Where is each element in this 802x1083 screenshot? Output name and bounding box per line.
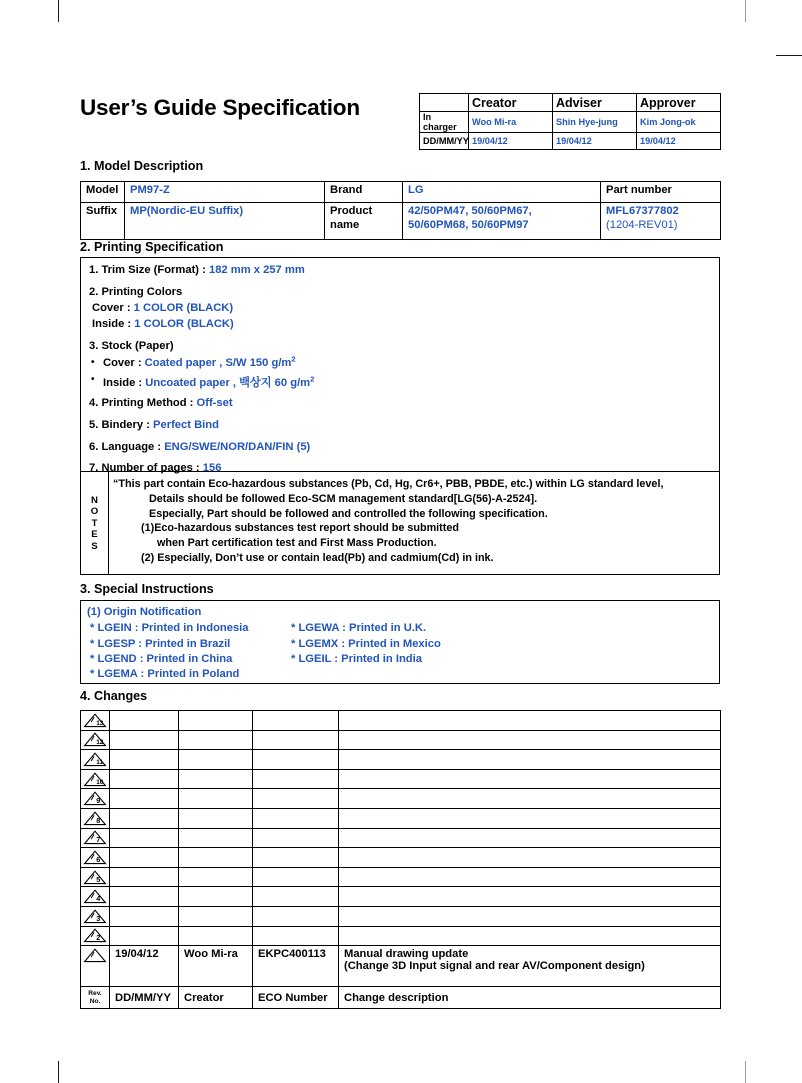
changes-header-description: Change description bbox=[339, 987, 721, 1009]
table-row bbox=[81, 906, 721, 926]
revision-marker-cell bbox=[81, 730, 110, 750]
revision-marker-cell bbox=[81, 750, 110, 770]
approval-adviser-date: 19/04/12 bbox=[553, 133, 637, 150]
warning-triangle-icon bbox=[83, 772, 107, 787]
page-title: User’s Guide Specification bbox=[80, 95, 360, 120]
crop-mark-bottom-right bbox=[745, 1061, 746, 1083]
approval-adviser-name: Shin Hye-jung bbox=[553, 112, 637, 133]
change-eco-number bbox=[253, 711, 339, 731]
section-heading-printing-specification: 2. Printing Specification bbox=[80, 240, 224, 254]
model-row-2 bbox=[81, 203, 721, 240]
notes-letter: E bbox=[91, 529, 98, 541]
notes-line: when Part certification test and First Mass Production. bbox=[157, 537, 437, 550]
approval-approver-date: 19/04/12 bbox=[637, 133, 721, 150]
notes-letter: N bbox=[91, 494, 98, 506]
change-eco-number bbox=[253, 808, 339, 828]
svg-text:6: 6 bbox=[96, 855, 101, 865]
svg-text:10: 10 bbox=[96, 778, 104, 786]
change-eco-number bbox=[253, 848, 339, 868]
crop-mark-right-upper bbox=[776, 55, 802, 56]
svg-text:9: 9 bbox=[96, 796, 101, 806]
change-eco-number: EKPC400113 bbox=[253, 946, 339, 987]
notes-line: Especially, Part should be followed and controlled the following specification. bbox=[149, 507, 548, 520]
change-creator bbox=[179, 730, 253, 750]
print-colors-inside bbox=[92, 318, 234, 330]
warning-triangle-icon bbox=[83, 811, 107, 826]
change-eco-number bbox=[253, 887, 339, 907]
revision-marker-cell bbox=[81, 848, 110, 868]
origin-item-lgend: * LGEND : Printed in China bbox=[90, 653, 233, 665]
change-creator bbox=[179, 808, 253, 828]
change-description bbox=[339, 867, 721, 887]
model-label: Model bbox=[81, 182, 125, 203]
warning-triangle-icon bbox=[83, 850, 107, 865]
stock-inside-superscript: 2 bbox=[310, 374, 315, 384]
change-date bbox=[110, 769, 179, 789]
part-number-label: Part number bbox=[601, 182, 721, 203]
print-item-bindery bbox=[89, 419, 219, 431]
change-description bbox=[339, 848, 721, 868]
revision-number-header bbox=[81, 987, 110, 1009]
rev-label-line1: Rev. bbox=[88, 990, 102, 998]
changes-header-eco: ECO Number bbox=[253, 987, 339, 1009]
change-creator bbox=[179, 769, 253, 789]
svg-text:5: 5 bbox=[96, 874, 101, 884]
table-row bbox=[81, 808, 721, 828]
change-creator bbox=[179, 711, 253, 731]
svg-text:7: 7 bbox=[96, 835, 101, 845]
change-creator bbox=[179, 906, 253, 926]
colors-inside-label: Inside : bbox=[92, 318, 135, 330]
stock-cover-item bbox=[103, 354, 296, 369]
change-description bbox=[339, 730, 721, 750]
printing-specification-box bbox=[80, 257, 720, 575]
change-creator: Woo Mi-ra bbox=[179, 946, 253, 987]
approval-header-creator: Creator bbox=[469, 94, 553, 112]
print-colors-cover bbox=[92, 302, 233, 314]
revision-marker-cell bbox=[81, 711, 110, 731]
approval-header-adviser: Adviser bbox=[553, 94, 637, 112]
product-name-line1: 42/50PM47, 50/60PM67, bbox=[408, 205, 532, 217]
warning-triangle-icon bbox=[83, 948, 107, 963]
suffix-label: Suffix bbox=[81, 203, 125, 240]
change-creator bbox=[179, 789, 253, 809]
change-creator bbox=[179, 926, 253, 946]
table-row bbox=[81, 926, 721, 946]
warning-triangle-icon bbox=[83, 732, 107, 747]
svg-text:13: 13 bbox=[96, 719, 104, 727]
rev-label-line2: No. bbox=[89, 997, 101, 1005]
notes-line: “This part contain Eco-hazardous substances (Pb, Cd, Hg, Cr6+, PBB, PBDE, etc.) within LG standard level, bbox=[113, 478, 664, 490]
warning-triangle-icon bbox=[83, 791, 107, 806]
revision-marker-cell bbox=[81, 926, 110, 946]
approval-row-date bbox=[420, 133, 721, 150]
approval-row-label: DD/MM/YY bbox=[420, 133, 469, 150]
approval-header-approver: Approver bbox=[637, 94, 721, 112]
model-description-table bbox=[80, 181, 721, 240]
table-row bbox=[81, 730, 721, 750]
change-creator bbox=[179, 867, 253, 887]
changes-header-creator: Creator bbox=[179, 987, 253, 1009]
model-value: PM97-Z bbox=[125, 182, 325, 203]
change-date bbox=[110, 867, 179, 887]
approval-approver-name: Kim Jong-ok bbox=[637, 112, 721, 133]
warning-triangle-icon bbox=[83, 830, 107, 845]
notes-vertical-label bbox=[81, 472, 109, 575]
svg-text:11: 11 bbox=[96, 759, 103, 767]
change-eco-number bbox=[253, 906, 339, 926]
change-creator bbox=[179, 750, 253, 770]
approval-creator-name: Woo Mi-ra bbox=[469, 112, 553, 133]
change-description bbox=[339, 828, 721, 848]
approval-row-in-charger bbox=[420, 112, 721, 133]
warning-triangle-icon bbox=[83, 889, 107, 904]
changes-footer-row bbox=[81, 987, 721, 1009]
print-item-stock-label: 3. Stock (Paper) bbox=[89, 340, 174, 352]
revision-marker-cell bbox=[81, 828, 110, 848]
notes-line: (1)Eco-hazardous substances test report should be submitted bbox=[141, 522, 459, 535]
notes-body bbox=[113, 477, 713, 566]
part-number-line2: (1204-REV01) bbox=[606, 219, 678, 231]
model-row-1 bbox=[81, 182, 721, 203]
crop-mark-top-left bbox=[58, 0, 59, 22]
svg-text:8: 8 bbox=[96, 815, 101, 825]
warning-triangle-icon bbox=[83, 928, 107, 943]
notes-letter: T bbox=[91, 517, 98, 529]
origin-item-lgemx: * LGEMX : Printed in Mexico bbox=[291, 638, 441, 650]
print-item-colors-label: 2. Printing Colors bbox=[89, 286, 183, 298]
change-eco-number bbox=[253, 750, 339, 770]
notes-line: (2) Especially, Don’t use or contain lead(Pb) and cadmium(Cd) in ink. bbox=[141, 551, 494, 564]
change-description bbox=[339, 750, 721, 770]
origin-item-lgema: * LGEMA : Printed in Poland bbox=[90, 668, 240, 680]
print-item-language bbox=[89, 441, 310, 453]
print-item-method bbox=[89, 397, 233, 409]
change-date bbox=[110, 808, 179, 828]
revision-marker-cell bbox=[81, 789, 110, 809]
bindery-value: Perfect Bind bbox=[153, 419, 219, 431]
change-description-line1: Manual drawing update bbox=[344, 948, 469, 961]
origin-item-lgeil: * LGEIL : Printed in India bbox=[291, 653, 422, 665]
approval-header-blank bbox=[420, 94, 469, 112]
method-label: 4. Printing Method : bbox=[89, 397, 197, 409]
product-name-value bbox=[403, 203, 601, 240]
table-row bbox=[81, 711, 721, 731]
print-item-trim-size bbox=[89, 264, 305, 276]
table-row bbox=[81, 887, 721, 907]
change-eco-number bbox=[253, 730, 339, 750]
change-date bbox=[110, 906, 179, 926]
product-name-label: Product name bbox=[325, 203, 403, 240]
colors-cover-value: 1 COLOR (BLACK) bbox=[133, 302, 234, 314]
pages-label: 7. Number of pages : bbox=[89, 462, 203, 474]
change-date bbox=[110, 789, 179, 809]
change-description bbox=[339, 769, 721, 789]
table-row bbox=[81, 769, 721, 789]
language-value: ENG/SWE/NOR/DAN/FIN (5) bbox=[164, 441, 311, 453]
change-creator bbox=[179, 828, 253, 848]
section-heading-changes: 4. Changes bbox=[80, 689, 148, 703]
bindery-label: 5. Bindery : bbox=[89, 419, 154, 431]
origin-item-lgesp: * LGESP : Printed in Brazil bbox=[90, 638, 231, 650]
change-date bbox=[110, 887, 179, 907]
table-row bbox=[81, 848, 721, 868]
colors-cover-label: Cover : bbox=[92, 302, 134, 314]
table-row bbox=[81, 789, 721, 809]
change-eco-number bbox=[253, 828, 339, 848]
svg-text:12: 12 bbox=[96, 739, 104, 747]
change-description bbox=[339, 887, 721, 907]
notes-box bbox=[81, 471, 719, 574]
revision-marker-cell bbox=[81, 769, 110, 789]
part-number-value bbox=[601, 203, 721, 240]
stock-cover-superscript: 2 bbox=[291, 354, 296, 364]
stock-inside-item bbox=[103, 374, 314, 390]
origin-item-lgein: * LGEIN : Printed in Indonesia bbox=[90, 622, 249, 634]
stock-cover-label: Cover : bbox=[103, 357, 145, 369]
pages-value: 156 bbox=[202, 462, 222, 474]
change-date bbox=[110, 926, 179, 946]
warning-triangle-icon bbox=[83, 870, 107, 885]
changes-header-date: DD/MM/YY bbox=[110, 987, 179, 1009]
stock-inside-label: Inside : bbox=[103, 377, 146, 389]
section-heading-model-description: 1. Model Description bbox=[80, 159, 204, 173]
colors-inside-value: 1 COLOR (BLACK) bbox=[134, 318, 234, 330]
change-date bbox=[110, 730, 179, 750]
change-description bbox=[339, 926, 721, 946]
change-eco-number bbox=[253, 789, 339, 809]
approval-row-label: In charger bbox=[420, 112, 469, 133]
changes-table bbox=[80, 710, 721, 1009]
change-description bbox=[339, 946, 721, 987]
table-row bbox=[81, 828, 721, 848]
crop-mark-bottom-left bbox=[58, 1061, 59, 1083]
product-name-line2: 50/60PM68, 50/60PM97 bbox=[408, 219, 529, 231]
special-instructions-box bbox=[80, 600, 720, 684]
svg-text:4: 4 bbox=[96, 894, 101, 904]
change-creator bbox=[179, 887, 253, 907]
change-date bbox=[110, 848, 179, 868]
change-date: 19/04/12 bbox=[110, 946, 179, 987]
table-row bbox=[81, 750, 721, 770]
change-date bbox=[110, 828, 179, 848]
change-creator bbox=[179, 848, 253, 868]
change-description bbox=[339, 808, 721, 828]
approval-creator-date: 19/04/12 bbox=[469, 133, 553, 150]
change-eco-number bbox=[253, 926, 339, 946]
brand-value: LG bbox=[403, 182, 601, 203]
change-description bbox=[339, 711, 721, 731]
revision-marker-cell bbox=[81, 808, 110, 828]
notes-line: Details should be followed Eco-SCM management standard[LG(56)-A-2524]. bbox=[149, 492, 538, 505]
section-heading-special-instructions: 3. Special Instructions bbox=[80, 582, 214, 596]
origin-notification-heading: (1) Origin Notification bbox=[87, 606, 202, 618]
warning-triangle-icon bbox=[83, 909, 107, 924]
change-date bbox=[110, 750, 179, 770]
revision-marker-cell bbox=[81, 946, 110, 987]
trim-size-label: 1. Trim Size (Format) : bbox=[89, 264, 209, 276]
revision-marker-cell bbox=[81, 887, 110, 907]
approval-header-row bbox=[420, 94, 721, 112]
change-eco-number bbox=[253, 769, 339, 789]
stock-cover-value: Coated paper , S/W 150 g/m bbox=[144, 357, 292, 369]
change-date bbox=[110, 711, 179, 731]
change-description-line2: (Change 3D Input signal and rear AV/Component design) bbox=[344, 960, 645, 973]
stock-inside-value: Uncoated paper , 백상지 60 g/m bbox=[145, 377, 311, 389]
notes-letter: O bbox=[90, 506, 99, 518]
notes-letter: S bbox=[91, 540, 98, 552]
change-description bbox=[339, 906, 721, 926]
warning-triangle-icon bbox=[83, 752, 107, 767]
svg-text:3: 3 bbox=[96, 913, 101, 923]
table-row bbox=[81, 867, 721, 887]
revision-marker-cell bbox=[81, 867, 110, 887]
change-eco-number bbox=[253, 867, 339, 887]
trim-size-value: 182 mm x 257 mm bbox=[208, 264, 305, 276]
approval-table bbox=[419, 93, 721, 150]
language-label: 6. Language : bbox=[89, 441, 165, 453]
change-description bbox=[339, 789, 721, 809]
part-number-line1: MFL67377802 bbox=[606, 205, 679, 217]
table-row bbox=[81, 946, 721, 987]
origin-item-lgewa: * LGEWA : Printed in U.K. bbox=[291, 622, 427, 634]
revision-marker-cell bbox=[81, 906, 110, 926]
suffix-value: MP(Nordic-EU Suffix) bbox=[125, 203, 325, 240]
warning-triangle-icon bbox=[83, 713, 107, 728]
method-value: Off-set bbox=[196, 397, 233, 409]
crop-mark-top-right bbox=[745, 0, 746, 22]
svg-text:2: 2 bbox=[96, 933, 101, 943]
brand-label: Brand bbox=[325, 182, 403, 203]
